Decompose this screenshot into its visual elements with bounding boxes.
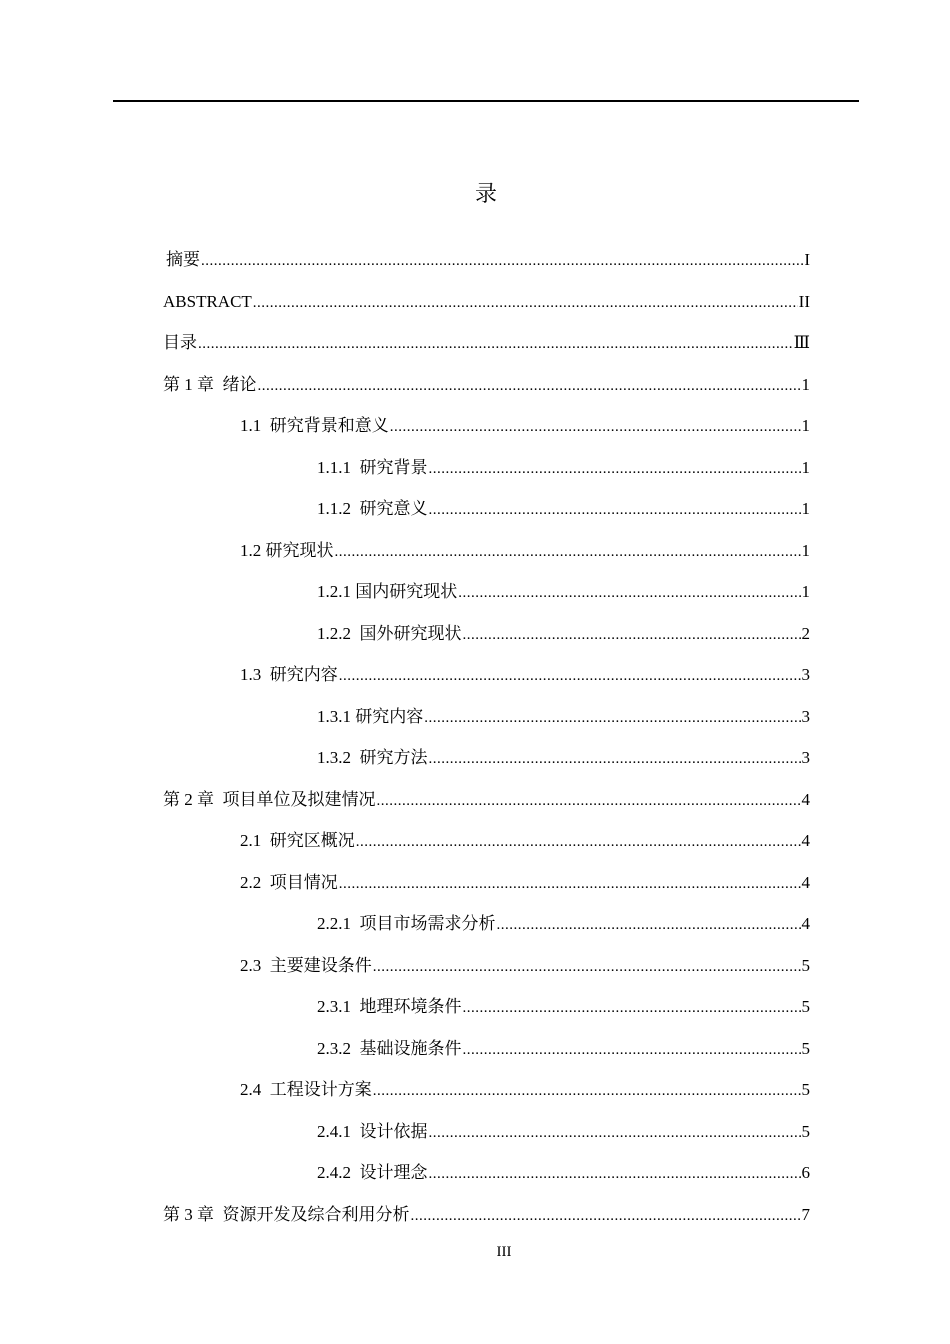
toc-dot-leader (339, 662, 801, 690)
toc-entry-number: 第 1 章 (163, 374, 223, 394)
toc-dot-leader (373, 953, 801, 981)
toc-entry[interactable] (317, 578, 810, 606)
toc-entry[interactable] (240, 827, 810, 855)
toc-dot-leader (458, 579, 800, 607)
toc-entry-number: 1.3 (240, 665, 270, 684)
header-rule (113, 100, 859, 102)
toc-entry[interactable] (163, 371, 810, 399)
toc-entry-number: 第 3 章 (163, 1204, 223, 1224)
toc-entry-number: 第 2 章 (163, 789, 223, 809)
toc-entry-title: 研究内容 (269, 665, 338, 684)
toc-entry-page: 1 (801, 540, 810, 560)
toc-entry-title: 摘要 (166, 250, 200, 270)
toc-entry[interactable] (317, 1118, 810, 1146)
toc-entry-number: 2.1 (240, 831, 270, 850)
toc-entry-page: 1 (801, 582, 810, 601)
toc-entry-number: 1.2.2 (317, 623, 360, 643)
toc-entry-page: 4 (801, 831, 810, 850)
toc-entry-title: 研究意义 (359, 499, 428, 518)
toc-entry-number: 2.3.1 (317, 997, 360, 1016)
toc-entry-title: 主要建设条件 (269, 955, 372, 975)
toc-entry-page: 5 (801, 1121, 810, 1141)
toc-dot-leader (258, 372, 801, 400)
toc-entry-page: 4 (801, 914, 810, 933)
toc-entry-title: 国外研究现状 (359, 623, 462, 643)
toc-entry-page: 3 (801, 706, 810, 726)
toc-entry-title: ABSTRACT (163, 291, 252, 311)
toc-entry-page: 5 (801, 1038, 810, 1058)
toc-entry-number: 1.1.2 (317, 499, 360, 518)
toc-entry[interactable] (317, 495, 810, 523)
toc-entry-title: 研究区概况 (269, 831, 355, 850)
toc-entry-title: 项目情况 (269, 872, 338, 892)
toc-dot-leader (463, 994, 801, 1022)
toc-entry-page: 2 (801, 623, 810, 643)
toc-entry[interactable] (317, 620, 810, 648)
toc-entry-title: 国内研究现状 (355, 582, 458, 601)
toc-dot-leader (201, 247, 803, 275)
toc-entry[interactable] (317, 744, 810, 772)
toc-entry[interactable] (317, 454, 810, 482)
toc-entry-number: 2.3 (240, 955, 270, 975)
toc-entry-page: 1 (801, 416, 810, 435)
toc-entry-title: 研究背景 (359, 457, 428, 477)
toc-entry-title: 工程设计方案 (269, 1080, 372, 1099)
toc-dot-leader (429, 745, 801, 773)
toc-dot-leader (463, 1036, 801, 1064)
toc-entry-page: 6 (801, 1163, 810, 1182)
toc-entry-number: 2.2 (240, 872, 270, 892)
toc-entry-number: 2.3.2 (317, 1038, 360, 1058)
toc-entry-page: 3 (801, 665, 810, 684)
toc-entry-number: 1.2 (240, 540, 266, 560)
toc-dot-leader (377, 787, 801, 815)
toc-entry[interactable] (317, 1159, 810, 1187)
toc-dot-leader (390, 413, 801, 441)
toc-entry-page: 4 (801, 789, 810, 809)
toc-title: 录 (474, 182, 497, 207)
toc-dot-leader (253, 289, 798, 317)
toc-entry-title: 目录 (163, 333, 197, 353)
toc-entry[interactable] (240, 412, 810, 440)
toc-entry-page: 4 (801, 872, 810, 892)
toc-entry-number: 2.4.2 (317, 1163, 360, 1182)
toc-entry-title: 项目市场需求分析 (359, 914, 496, 933)
toc-dot-leader (335, 538, 801, 566)
toc-entry[interactable] (240, 661, 810, 689)
toc-dot-leader (424, 704, 800, 732)
toc-entry-number: 1.1.1 (317, 457, 360, 477)
page-number: III (496, 1244, 512, 1260)
toc-entry-page: 3 (801, 748, 810, 767)
toc-entry-page: 1 (801, 374, 810, 394)
toc-entry-title: 研究背景和意义 (269, 416, 389, 435)
toc-entry[interactable] (166, 246, 810, 274)
toc-entry[interactable] (240, 952, 810, 980)
toc-entry-number: 2.4.1 (317, 1121, 360, 1141)
toc-entry-title: 设计理念 (359, 1163, 428, 1182)
toc-dot-leader (429, 1119, 801, 1147)
toc-entry-number: 2.4 (240, 1080, 270, 1099)
toc-dot-leader (429, 1160, 801, 1188)
toc-entry-page: II (798, 291, 810, 311)
toc-entry-number: 2.2.1 (317, 914, 360, 933)
toc-entry-number: 1.2.1 (317, 582, 356, 601)
toc-entry-page: 5 (801, 997, 810, 1016)
toc-entry-title: 研究内容 (355, 706, 424, 726)
toc-entry[interactable] (317, 703, 810, 731)
toc-entry-number: 1.3.1 (317, 706, 356, 726)
toc-entry[interactable] (240, 869, 810, 897)
toc-dot-leader (429, 455, 801, 483)
toc-dot-leader (339, 870, 801, 898)
toc-entry-page: 5 (801, 1080, 810, 1099)
toc-entry-page: I (804, 250, 810, 269)
toc-dot-leader (356, 828, 801, 856)
toc-dot-leader (429, 496, 801, 524)
toc-entry-title: 项目单位及拟建情况 (222, 789, 376, 810)
toc-entry-page: 1 (801, 457, 810, 477)
toc-entry-page: 5 (801, 955, 810, 975)
toc-entry[interactable] (240, 537, 810, 565)
toc-entry-title: 研究方法 (359, 748, 428, 767)
toc-dot-leader (373, 1077, 801, 1105)
toc-dot-leader (497, 911, 801, 939)
toc-entry[interactable] (317, 993, 810, 1021)
toc-dot-leader (463, 621, 801, 649)
toc-entry[interactable] (317, 910, 810, 938)
toc-dot-leader (198, 330, 793, 358)
toc-entry-title: 资源开发及综合利用分析 (222, 1204, 410, 1225)
toc-entry[interactable] (163, 329, 810, 357)
toc-entry[interactable] (163, 288, 810, 316)
toc-entry-page: 7 (801, 1204, 810, 1224)
toc-entry-page: 1 (801, 499, 810, 518)
toc-entry-title: 设计依据 (359, 1121, 428, 1141)
toc-entry-number: 1.3.2 (317, 748, 360, 767)
toc-entry-page: Ⅲ (793, 333, 810, 352)
toc-entry[interactable] (240, 1076, 810, 1104)
toc-entry-title: 研究现状 (265, 540, 334, 560)
toc-entry[interactable] (163, 1201, 810, 1229)
toc-entry-title: 地理环境条件 (359, 997, 462, 1016)
toc-entry[interactable] (317, 1035, 810, 1063)
toc-entry-title: 基础设施条件 (359, 1038, 462, 1058)
toc-dot-leader (411, 1202, 801, 1230)
toc-entry[interactable] (163, 786, 810, 814)
toc-entry-title: 绪论 (222, 374, 257, 395)
toc-entry-number: 1.1 (240, 416, 270, 435)
